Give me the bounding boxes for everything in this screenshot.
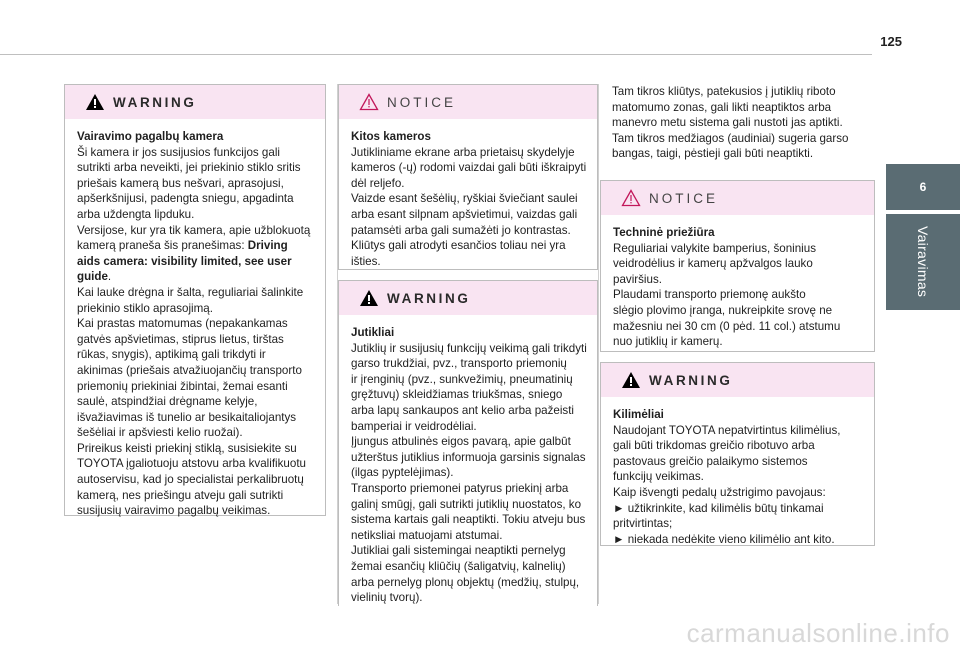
text-line: pastovaus greičio palaikymo sistemos — [613, 454, 808, 468]
warning-triangle-icon — [621, 371, 641, 389]
text-line: priemonių priekiniai žibintai, žemai esanti — [77, 379, 288, 393]
text-line: saulė, atspindžiai drėgname kelyje, — [77, 395, 258, 409]
text-line: išties. — [351, 254, 381, 268]
warning-title: WARNING — [649, 372, 733, 388]
chapter-tab-number[interactable]: 6 — [886, 164, 960, 210]
text-line-mixed — [77, 269, 315, 285]
notice-body — [339, 119, 597, 277]
warning-body — [65, 119, 325, 527]
text-line: kamerą, nes priešingu atveju gali sutrikti — [77, 488, 284, 502]
notice-header — [601, 181, 874, 215]
message-text: aids camera: visibility limited, see user — [77, 254, 292, 268]
page-number: 125 — [880, 34, 902, 49]
text-line: Kliūtys gali atrodyti esančios toliau nei yra — [351, 239, 566, 253]
text-line: Tam tikros medžiagos (audiniai) sugeria garso — [612, 131, 849, 145]
warning-title: WARNING — [113, 94, 197, 110]
text-line: arba esant silpnam apšvietimui, vaizdas gali — [351, 207, 578, 221]
warning-box-camera — [64, 84, 326, 516]
text-line: gali būti trikdomas greičio ribotuvo arba — [613, 439, 815, 453]
text-line: galinį smūgį, gali sutrikti jutiklių nuostatos, ko — [351, 497, 582, 511]
text-line: Kai lauke drėgna ir šalta, reguliariai šalinkite — [77, 285, 304, 299]
text-line: paviršius. — [613, 272, 662, 286]
text-line: Naudojant TOYOTA nepatvirtintus kilimėlius, — [613, 423, 841, 437]
notice-header — [339, 85, 597, 119]
bullet-item: ► užtikrinkite, kad kilimėlis būtų tinkamai — [613, 501, 824, 515]
text-line: kameros (-ų) rodomi vaizdai gali būti iškraipyti — [351, 161, 587, 175]
notice-triangle-icon — [621, 189, 641, 207]
warning-header — [65, 85, 325, 119]
warning-body — [339, 315, 597, 614]
text-line: gatvės apšvietimas, stiprus lietus, tirštas — [77, 332, 284, 346]
text-line: Jutiklių ir susijusių funkcijų veikimą gali trikdyti — [351, 341, 587, 355]
text-line: Tam tikros kliūtys, patekusios į jutiklių riboto — [612, 85, 836, 98]
text-line: mažesniu nei 30 cm (0 pėd. 11 col.) atstumu — [613, 319, 841, 333]
text-line: gręžtuvų) skleidžiamas triukšmas, sniego — [351, 388, 563, 402]
text-line: bamperiai ir veidrodėliai. — [351, 419, 477, 433]
warning-body — [601, 397, 874, 555]
notice-subtitle: Kitos kameros — [351, 130, 431, 143]
chapter-tab-label[interactable] — [886, 214, 960, 310]
text-line: Kaip išvengti pedalų užstrigimo pavojaus: — [613, 485, 826, 499]
notice-box-cameras — [338, 84, 598, 270]
notice-title: NOTICE — [649, 190, 719, 206]
intro-paragraph — [612, 84, 874, 162]
text-line: pritvirtintas; — [613, 517, 673, 531]
text-line: akinimas (priešais atvažiuojančių transporto — [77, 363, 302, 377]
text-line: apšerkšnijusi, padengta sniegu, apgadinta — [77, 192, 294, 206]
text-line: sistema kartais gali neaptikti. Tokiu atveju bus — [351, 513, 586, 527]
text-line: Įjungus atbulinės eigos pavarą, apie galbūt — [351, 435, 571, 449]
text-line: dėl reljefo. — [351, 176, 405, 190]
text-line: priešais kamerą bus nešvari, aprasojusi, — [77, 176, 284, 190]
text-line: Ši kamera ir jos susijusios funkcijos gali — [77, 145, 280, 159]
text-line: nuo jutiklių ir kamerų. — [613, 335, 723, 349]
chapter-label-text: Vairavimas — [915, 226, 931, 298]
text-line: matomumo zonas, gali likti neaptiktos arba — [612, 100, 832, 114]
text-line: rūkas, snygis), aptikimą gali trikdyti ir — [77, 348, 266, 362]
text-line: Prireikus keisti priekinį stiklą, susisiekite su — [77, 441, 297, 455]
text-line: funkcijų veikimas. — [613, 470, 704, 484]
text-line: Vaizde esant šešėlių, ryškiai šviečiant saulei — [351, 192, 578, 206]
text-line: Jutikliai gali sistemingai neaptikti pernelyg — [351, 544, 566, 558]
text-line: išvažiavimas iš tunelio ar besikaitaliojantys — [77, 410, 297, 424]
warning-subtitle: Jutikliai — [351, 326, 395, 339]
text-line-mixed — [77, 238, 315, 254]
text-line: arba uždengta lipduku. — [77, 207, 195, 221]
text-line: autoservisu, kad jo specialistai perkalibruotų — [77, 473, 304, 487]
text-line: Reguliariai valykite bamperius, šoninius — [613, 241, 816, 255]
warning-box-sensors — [338, 280, 598, 606]
text-line: Transporto priemonei patyrus priekinį arba — [351, 481, 569, 495]
warning-title: WARNING — [387, 290, 471, 306]
text-line: (ilgas pyptelėjimas). — [351, 466, 454, 480]
warning-triangle-icon — [359, 289, 379, 307]
notice-box-maintenance — [600, 180, 875, 352]
message-text: guide — [77, 270, 108, 284]
bullet-item: ► niekada nedėkite vieno kilimėlio ant kito. — [613, 532, 835, 546]
warning-subtitle: Vairavimo pagalbų kamera — [77, 130, 224, 143]
text-line: priekinio stiklo aprasojimą. — [77, 301, 213, 315]
warning-subtitle: Kilimėliai — [613, 408, 664, 421]
notice-triangle-icon — [359, 93, 379, 111]
text-line: šešėliai ir apšviesti kelio ruožai). — [77, 426, 243, 440]
text-line: susijusių vairavimo pagalbų veikimas. — [77, 504, 271, 518]
notice-body — [601, 215, 874, 358]
text-line: veidrodėlius ir kamerų apžvalgos lauko — [613, 257, 813, 271]
notice-subtitle: Techninė priežiūra — [613, 226, 715, 239]
text-line: ir įrenginių (pvz., sunkvežimių, pneumatinių — [351, 372, 573, 386]
text-line: arba pernelyg plonų objektų (medžių, stulpų, — [351, 575, 580, 589]
text-line: žemai esančių kliūčių (šaligatvių, kalnelių) — [351, 559, 566, 573]
text-line: patamsėti arba gali sumažėti jo kontrastas. — [351, 223, 571, 237]
warning-box-floor-mats — [600, 362, 875, 546]
text-line: Jutikliniame ekrane arba prietaisų skydelyje — [351, 145, 575, 159]
text-line: garso trukdžiai, pvz., transporto priemonių — [351, 357, 567, 371]
text-line: slėgio plovimo įranga, nukreipkite srovę ne — [613, 303, 833, 317]
text-segment: . — [107, 270, 112, 284]
text-line: bangas, taigi, pėstieji gali būti neaptikti. — [612, 147, 814, 161]
warning-triangle-icon — [85, 93, 105, 111]
text-line: TOYOTA įgaliotuoju atstovu arba kvalifikuotu — [77, 457, 306, 471]
column-divider — [598, 84, 599, 604]
top-rule — [0, 54, 872, 55]
warning-header — [601, 363, 874, 397]
text-line: Plaudami transporto priemonę aukšto — [613, 288, 806, 302]
text-segment: kamerą praneša šis pranešimas: — [77, 239, 248, 253]
text-line: sutrikti arba neveikti, jei priekinio stiklo sritis — [77, 161, 301, 175]
text-line: arba lapų sankaupos ant kelio arba pažeisti — [351, 403, 575, 417]
warning-header — [339, 281, 597, 315]
text-line: netiksliai matuojami atstumai. — [351, 528, 503, 542]
text-line: vielinių tvorų). — [351, 591, 423, 605]
watermark: carmanualsonline.info — [686, 618, 950, 648]
text-line: užterštus jutiklius informuoja garsinis signalas — [351, 450, 586, 464]
message-text: Driving — [247, 239, 288, 253]
text-line: Kai prastas matomumas (nepakankamas — [77, 317, 288, 331]
text-line: Versijose, kur yra tik kamera, apie užblokuotą — [77, 223, 311, 237]
text-line: manevro metu sistema gali nustoti jas aptikti. — [612, 116, 843, 130]
notice-title: NOTICE — [387, 94, 457, 110]
